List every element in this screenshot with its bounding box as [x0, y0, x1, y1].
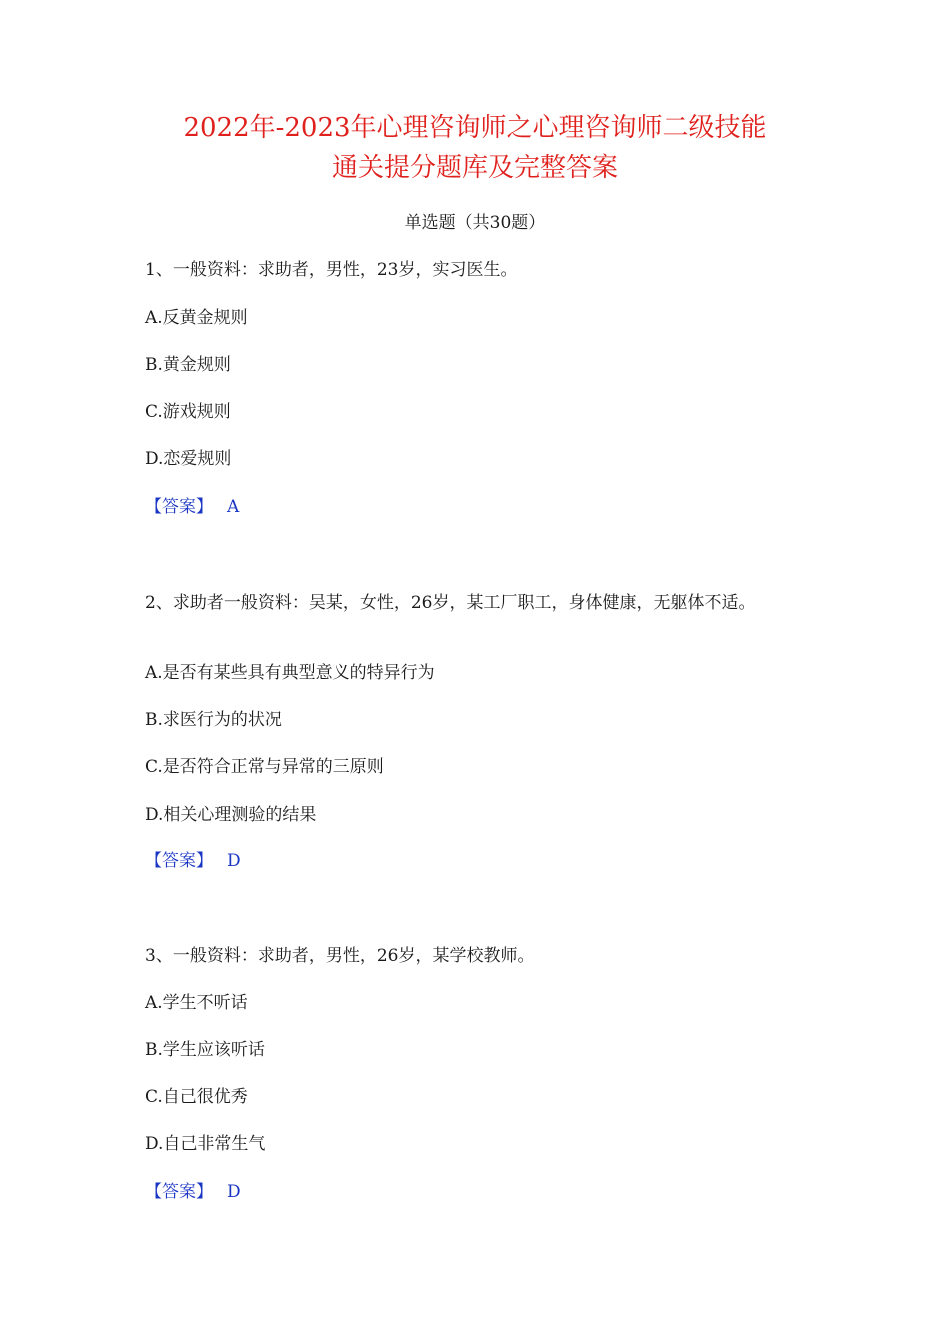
title-line-2: 通关提分题库及完整答案 [331, 153, 618, 183]
answer-value: A [227, 497, 240, 517]
question-3-answer [145, 1179, 805, 1205]
answer-label: 【答案】 [145, 497, 213, 517]
question-3-option-a: A.学生不听话 [145, 993, 248, 1013]
question-3-option-b: B.学生应该听话 [145, 1040, 265, 1060]
question-3-stem: 3、一般资料：求助者，男性，26岁，某学校教师。 [145, 946, 535, 966]
question-1-option-b: B.黄金规则 [145, 355, 231, 375]
question-1-option-a: A.反黄金规则 [145, 308, 248, 328]
answer-label: 【答案】 [145, 1182, 213, 1202]
answer-label: 【答案】 [145, 851, 213, 871]
question-3-option-c: C.自己很优秀 [145, 1087, 248, 1107]
question-1-answer [145, 494, 805, 520]
question-1-stem: 1、一般资料：求助者，男性，23岁，实习医生。 [145, 260, 518, 280]
question-2-answer [145, 848, 805, 874]
question-2-option-a: A.是否有某些具有典型意义的特异行为 [145, 663, 435, 683]
question-1-option-d: D.恋爱规则 [145, 449, 232, 469]
question-2-option-c: C.是否符合正常与异常的三原则 [145, 757, 384, 777]
answer-value: D [227, 851, 241, 871]
section-heading: 单选题（共30题） [404, 213, 546, 233]
question-2-stem: 2、求助者一般资料：吴某，女性，26岁，某工厂职工，身体健康，无躯体不适。 [145, 593, 756, 613]
answer-value: D [227, 1182, 241, 1202]
question-3-option-d: D.自己非常生气 [145, 1134, 266, 1154]
document-title [120, 108, 830, 188]
question-2-option-d: D.相关心理测验的结果 [145, 805, 317, 825]
question-2-option-b: B.求医行为的状况 [145, 710, 282, 730]
question-1-option-c: C.游戏规则 [145, 402, 231, 422]
title-line-1: 2022年-2023年心理咨询师之心理咨询师二级技能 [183, 113, 767, 143]
